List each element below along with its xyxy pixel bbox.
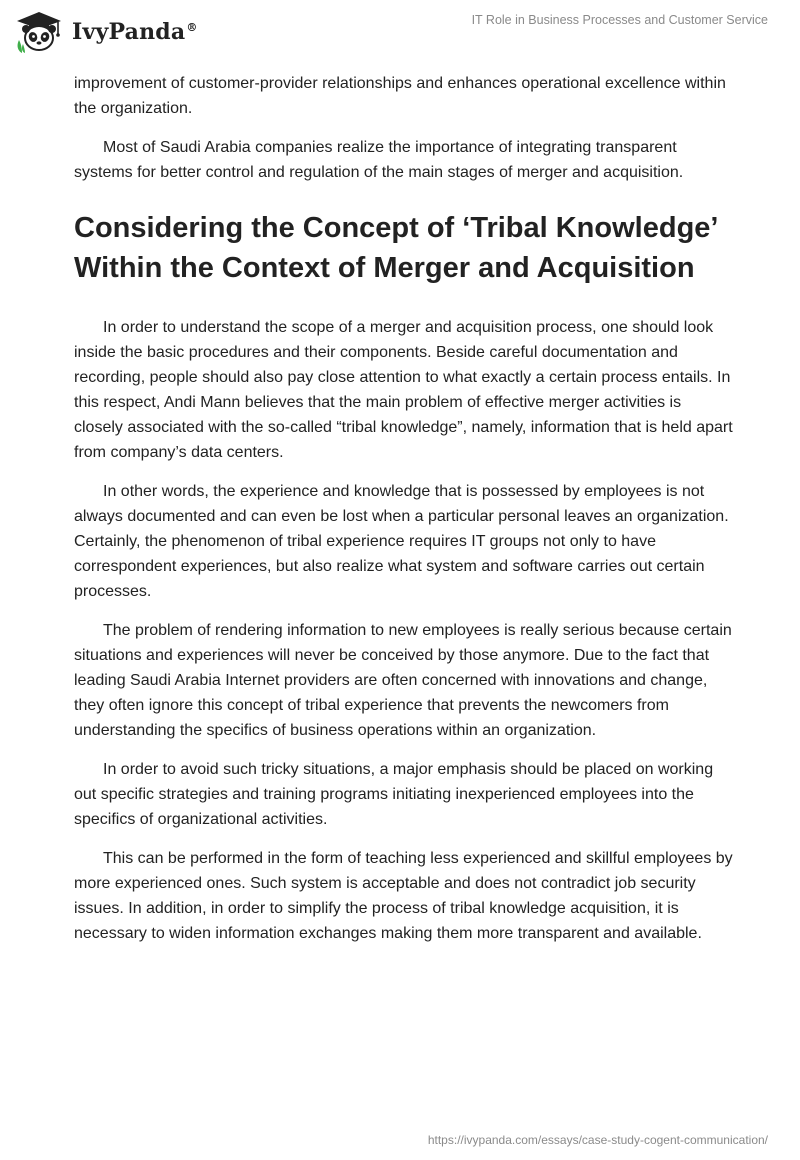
brand-name: IvyPanda® [72,19,198,45]
paragraph: The problem of rendering information to new employees is really serious because certain situations and experiences will never be conceived by those anymore. Due to the fact that leading Saudi Arabia Internet providers are often concerned with innovations and change, they often ignore this concept of tribal experience that prevents the newcomers from understanding the specifics of business operations within an organization. [74,622,732,739]
article-body [74,71,734,960]
paragraph: In other words, the experience and knowledge that is possessed by employees is not always documented and can even be lost when a particular personal leaves an organization. Certainly, the phenomenon of tribal experience requires IT groups not only to have correspondent experiences, but also realize what system and software carries out certain processes. [74,483,729,600]
paragraph: Most of Saudi Arabia companies realize the importance of integrating transparent systems for better control and regulation of the main stages of merger and acquisition. [74,139,684,181]
paragraph: This can be performed in the form of teaching less experienced and skillful employees by more experienced ones. Such system is acceptable and does not contradict job security issues. In addition, in order to simplify the process of tribal knowledge acquisition, it is necessary to widen information exchanges making them more transparent and available. [74,850,733,942]
brand-logo[interactable] [14,10,198,54]
page-header [0,0,800,70]
document-title: IT Role in Business Processes and Customer Service [471,13,768,27]
panda-graduate-icon [14,10,64,54]
paragraph: In order to avoid such tricky situations, a major emphasis should be placed on working out specific strategies and training programs initiating inexperienced employees into the specifics of organizational activities. [74,761,714,828]
paragraph-continued: improvement of customer-provider relationships and enhances operational excellence within the organization. [74,75,726,117]
paragraph: In order to understand the scope of a merger and acquisition process, one should look inside the basic procedures and their components. Beside careful documentation and recording, people should also pay close attention to what exactly a certain process entails. In this respect, Andi Mann believes that the main problem of effective merger activities is closely associated with the so-called “tribal knowledge”, namely, information that is held apart from company’s data centers. [74,319,733,461]
section-heading: Considering the Concept of ‘Tribal Knowledge’ Within the Context of Merger and Acquisition [74,212,717,284]
source-url[interactable]: https://ivypanda.com/essays/case-study-cogent-communication/ [427,1133,768,1147]
